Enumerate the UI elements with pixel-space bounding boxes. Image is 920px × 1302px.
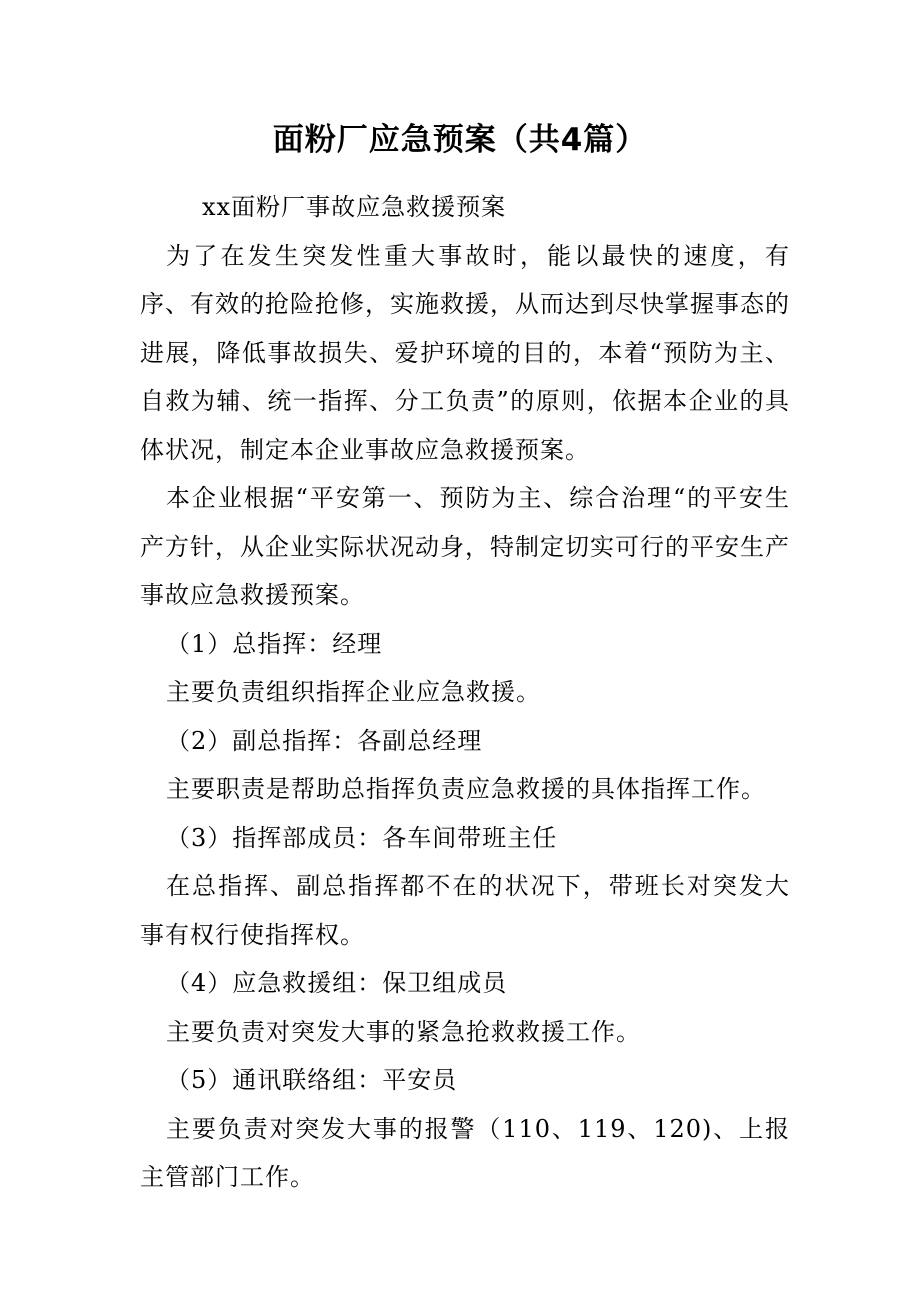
section-subtitle: xx面粉厂事故应急救援预案 xyxy=(202,193,507,221)
paragraph-deputy-duty: 主要职责是帮助总指挥负责应急救援的具体指挥工作。 xyxy=(166,775,766,803)
list-item-communication-team: （5）通讯联络组：平安员 xyxy=(166,1066,458,1094)
list-item-command-members: （3）指挥部成员：各车间带班主任 xyxy=(166,823,558,852)
list-item-commander: （1）总指挥：经理 xyxy=(166,629,383,658)
paragraph-communication-duty: 主要负责对突发大事的报警（110、119、120)、上报主管部门工作。 xyxy=(140,1114,790,1191)
paragraph-commander-duty: 主要负责组织指挥企业应急救援。 xyxy=(166,678,541,706)
list-item-deputy-commander: （2）副总指挥：各副总经理 xyxy=(166,726,483,755)
paragraph-members-duty: 在总指挥、副总指挥都不在的状况下，带班长对突发大事有权行使指挥权。 xyxy=(140,872,790,949)
paragraph-purpose: 为了在发生突发性重大事故时，能以最快的速度，有序、有效的抢险抢修，实施救援，从而达到尽快掌握事态的进展，降低事故损失、爱护环境的目的，本着“预防为主、自救为辅、统一指挥、分工负责”的原则，依据本企业的具体状况，制定本企业事故应急救援预案。 xyxy=(140,241,790,464)
paragraph-policy: 本企业根据“平安第一、预防为主、综合治理“的平安生产方针，从企业实际状况动身，特制定切实可行的平安生产事故应急救援预案。 xyxy=(140,484,790,609)
document-title: 面粉厂应急预案（共4篇） xyxy=(272,122,648,158)
list-item-rescue-team: （4）应急救援组：保卫组成员 xyxy=(166,969,508,997)
paragraph-rescue-duty: 主要负责对突发大事的紧急抢救救援工作。 xyxy=(166,1017,641,1046)
document-body xyxy=(140,183,790,1202)
